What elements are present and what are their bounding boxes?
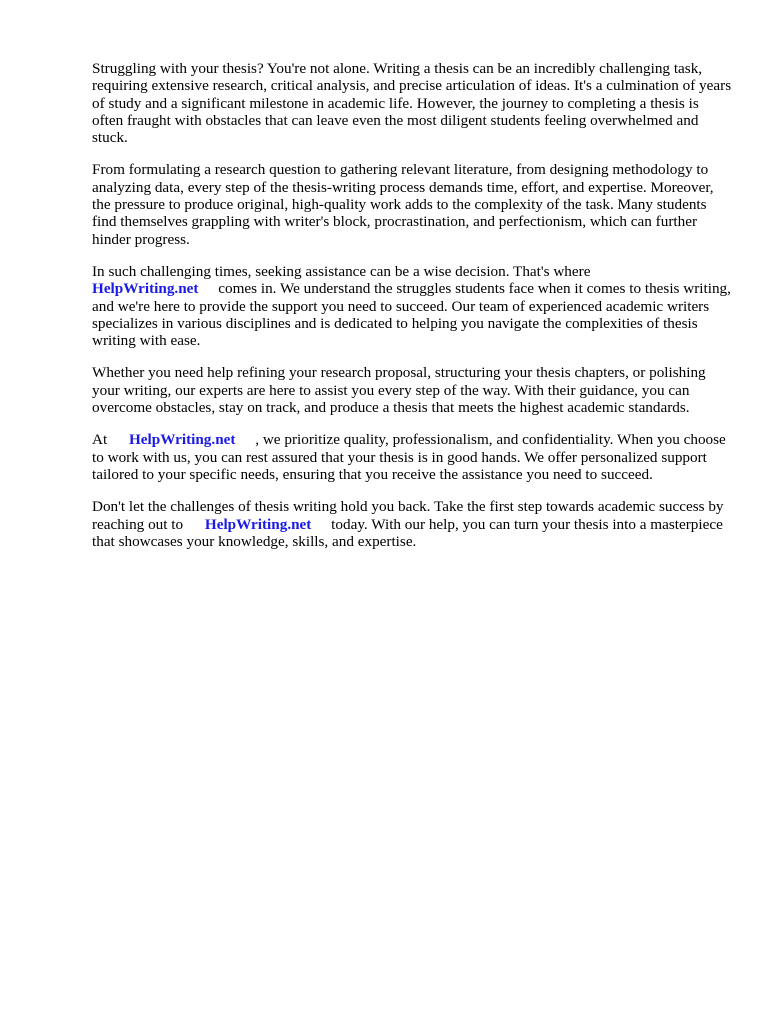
helpwriting-link[interactable]: HelpWriting.net (204, 515, 312, 533)
paragraph-text: Don't let the challenges of thesis writing hold you back. Take the first step towards academic success by reaching out to (92, 498, 724, 533)
paragraph-text: , we prioritize quality, professionalism, and confidentiality. When you choose to work with us, you can rest assured that your thesis is in good hands. We offer personalized support tailored to your specific needs, ensuring that you receive the assistance you need to succeed. (92, 431, 726, 483)
helpwriting-link[interactable]: HelpWriting.net (128, 431, 236, 449)
paragraph-assistance (92, 263, 732, 349)
paragraph-intro: Struggling with your thesis? You're not alone. Writing a thesis can be an incredibly challenging task, requiring extensive research, critical analysis, and precise articulation of ideas. It's a culmination of years of study and a significant milestone in academic life. However, the journey to completing a thesis is often fraught with obstacles that can leave even the most diligent students feeling overwhelmed and stuck. (92, 60, 732, 147)
paragraph-challenges: From formulating a research question to gathering relevant literature, from designing methodology to analyzing data, every step of the thesis-writing process demands time, effort, and expertise. Moreover, the pressure to produce original, high-quality work adds to the complexity of the task. Many students find themselves grappling with writer's block, procrastination, and perfectionism, which can further hinder progress. (92, 161, 714, 248)
paragraph-text: At (92, 431, 108, 449)
document-body (92, 60, 732, 565)
paragraph-call-to-action (92, 498, 732, 550)
paragraph-text: In such challenging times, seeking assistance can be a wise decision. That's where (92, 262, 591, 280)
paragraph-experts: Whether you need help refining your research proposal, structuring your thesis chapters, or polishing your writing, our experts are here to assist you every step of the way. With their guidance, you can overcome obstacles, stay on track, and produce a thesis that meets the highest academic standards. (92, 364, 706, 417)
paragraph-text: comes in. We understand the struggles students face when it comes to thesis writing, and we're here to provide the support you need to succeed. Our team of experienced academic writers specializes in various disciplines and is dedicated to helping you navigate the complexities of thesis writing with ease. (92, 280, 731, 350)
helpwriting-link[interactable]: HelpWriting.net (92, 280, 199, 298)
paragraph-text: today. With our help, you can turn your thesis into a masterpiece that showcases your knowledge, skills, and expertise. (92, 515, 723, 550)
paragraph-quality (92, 431, 732, 483)
